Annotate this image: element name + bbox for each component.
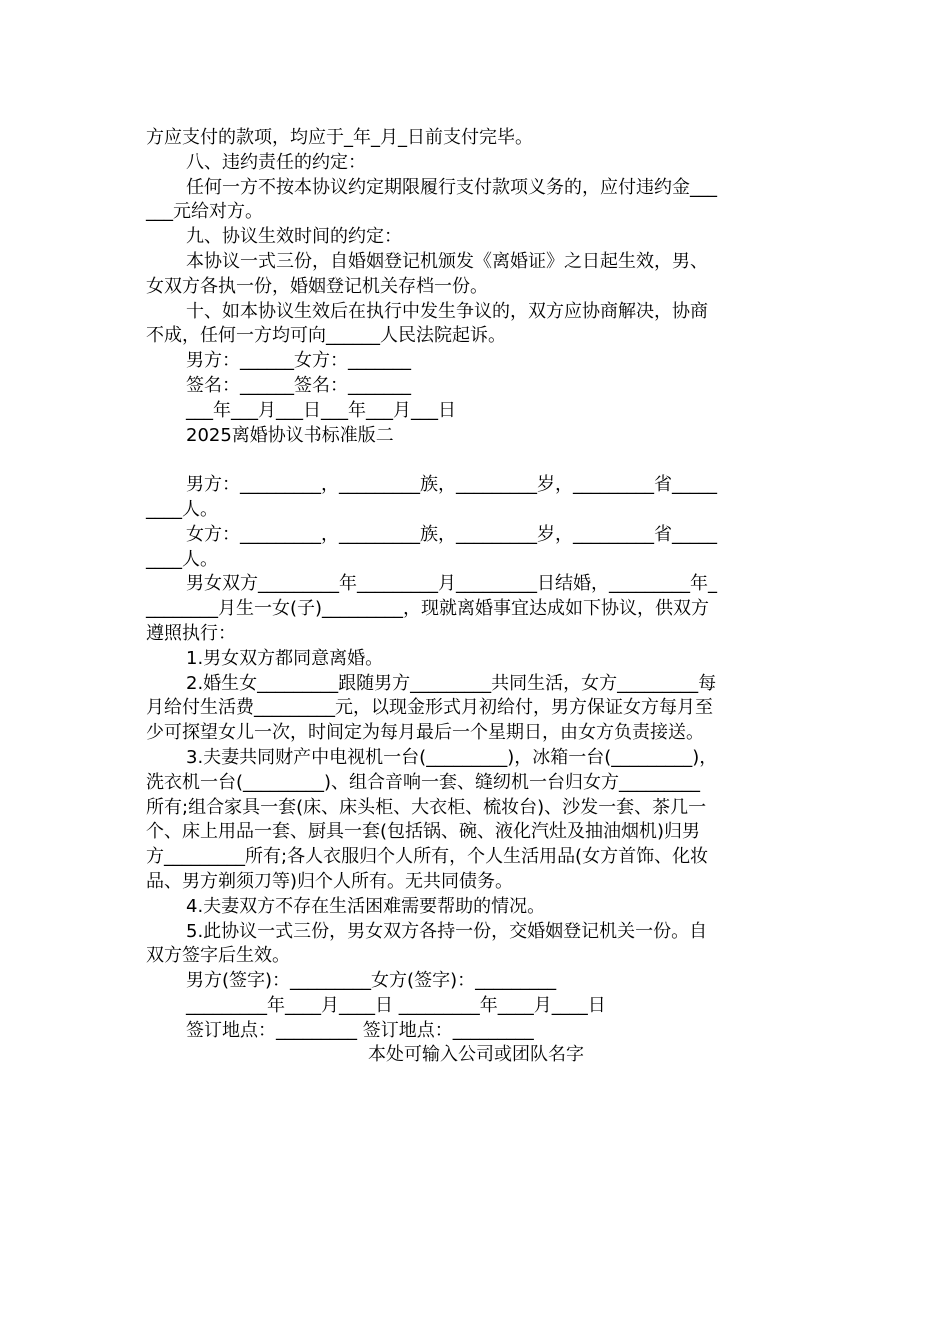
date-line: _________年____月____日 _________年____月____日 [186, 994, 606, 1016]
blank-line [146, 448, 806, 473]
text-line: ____人。 [146, 498, 218, 520]
text-line: 方应支付的款项，均应于_年_月_日前支付完毕。 [146, 127, 533, 148]
text-line: 任何一方不按本协议约定期限履行支付款项义务的，应付违约金___ [186, 176, 717, 198]
footer-company-name: 本处可输入公司或团队名字 [368, 1044, 584, 1066]
signature-line: 签名：______签名：_______ [186, 374, 411, 396]
text-line: 遵照执行： [146, 622, 236, 644]
text-line: 少可探望女儿一次，时间定为每月最后一个星期日，由女方负责接送。 [146, 722, 704, 744]
location-line: 签订地点：_________ 签订地点：_________ [186, 1019, 534, 1041]
text-line: ___元给对方。 [146, 201, 263, 223]
clause-line: 2.婚生女_________跟随男方_________共同生活，女方_________每 [186, 672, 717, 694]
text-line: ________月生一女(子)_________，现就离婚事宜达成如下协议，供双方 [146, 598, 710, 620]
clause-line: 5.此协议一式三份，男女双方各持一份，交婚姻登记机关一份。自 [186, 920, 708, 942]
text-line: 品、男方剃须刀等)归个人所有。无共同债务。 [146, 870, 514, 892]
text-line: 男方：_________，_________族，_________岁，_________省_____ [186, 474, 717, 496]
section-heading: 九、协议生效时间的约定： [186, 226, 402, 248]
text-line: 本协议一式三份，自婚姻登记机颁发《离婚证》之日起生效，男、 [186, 250, 708, 272]
section-heading: 十、如本协议生效后在执行中发生争议的，双方应协商解决，协商 [186, 300, 708, 322]
section-heading: 八、违约责任的约定： [186, 151, 366, 173]
text-line: 不成，任何一方均可向______人民法院起诉。 [146, 325, 506, 347]
document-body [146, 126, 806, 1068]
text-line: 女双方各执一份，婚姻登记机关存档一份。 [146, 275, 488, 297]
text-line: 个、床上用品一套、厨具一套(包括锅、碗、液化汽灶及抽油烟机)归男 [146, 821, 701, 843]
text-line: 月给付生活费_________元，以现金形式月初给付，男方保证女方每月至 [146, 697, 713, 719]
text-line: 所有;组合家具一套(床、床头柜、大衣柜、梳妆台)、沙发一套、茶几一 [146, 796, 707, 818]
text-line: 洗衣机一台(_________)、组合音响一套、缝纫机一台归女方_________ [146, 771, 701, 793]
text-line: 男女双方_________年_________月_________日结婚，_________年_ [186, 573, 717, 595]
text-line: 方_________所有;各人衣服归个人所有，个人生活用品(女方首饰、化妆 [146, 846, 709, 868]
text-line: 女方：_________，_________族，_________岁，_________省_____ [186, 523, 717, 545]
text-line: 双方签字后生效。 [146, 945, 290, 967]
text-line: ____人。 [146, 548, 218, 570]
signature-line: 男方(签字)：_________女方(签字)：_________ [186, 970, 557, 992]
document-title: 2025离婚协议书标准版二 [186, 424, 394, 446]
date-line: ___年___月___日___年___月___日 [186, 399, 456, 421]
clause-line: 4.夫妻双方不存在生活困难需要帮助的情况。 [186, 895, 546, 917]
clause-line: 1.男女双方都同意离婚。 [186, 647, 384, 669]
signature-line: 男方：______女方：_______ [186, 350, 411, 372]
clause-line: 3.夫妻共同财产中电视机一台(_________)，冰箱一台(_________)， [186, 746, 718, 768]
